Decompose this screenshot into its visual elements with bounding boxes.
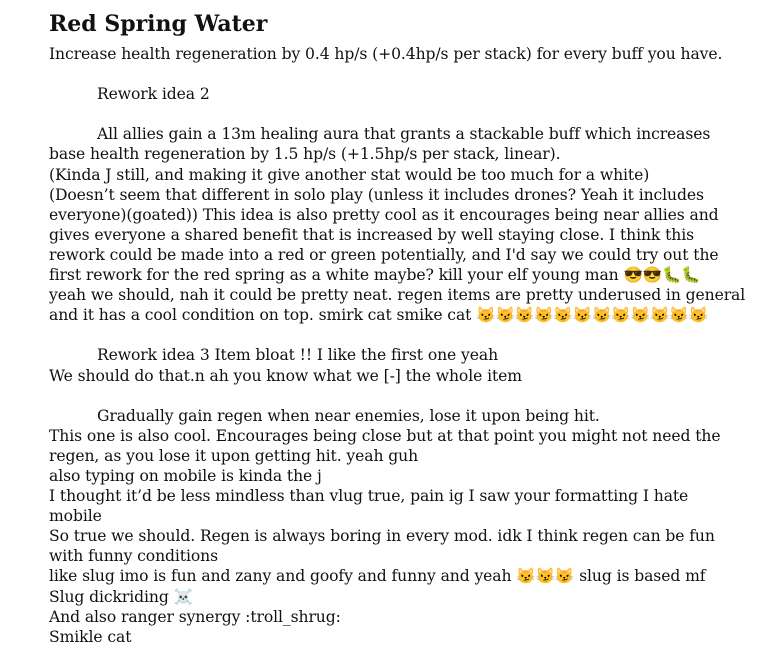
text-line: This one is also cool. Encourages being close but at that point you might not need the (49, 426, 721, 445)
text-line: with funny conditions (49, 547, 218, 566)
text-line: Increase health regeneration by 0.4 hp/s (+0.4hp/s per stack) for every buff you have. (49, 45, 723, 63)
text-line: (Kinda J still, and making it give another stat would be too much for a white) (49, 165, 650, 184)
text-line: mobile (49, 507, 102, 526)
text-line: yeah we should, nah it could be pretty neat. regen items are pretty underused in general (49, 286, 746, 305)
text-line: regen, as you lose it upon getting hit. yeah guh (49, 446, 419, 465)
text-line: base health regeneration by 1.5 hp/s (+1.5hp/s per stack, linear). (49, 145, 561, 164)
text-line: Slug dickriding ☠️ (49, 587, 193, 606)
text-line: We should do that.n ah you know what we [-] the whole item (49, 366, 522, 385)
document-page (49, 8, 749, 647)
text-line: (Doesn’t seem that different in solo play (unless it includes drones? Yeah it includes (49, 185, 704, 204)
text-line: rework could be made into a red or green potentially, and I'd say we could try out the (49, 245, 719, 264)
blank-line (49, 325, 749, 345)
text-line: I thought it’d be less mindless than vlug true, pain ig I saw your formatting I hate (49, 487, 689, 506)
text-line: everyone)(goated)) This idea is also pretty cool as it encourages being near allies and (49, 205, 719, 224)
section-heading: Rework idea 2 (97, 85, 210, 104)
text-line: also typing on mobile is kinda the j (49, 466, 322, 485)
section-heading: Rework idea 3 Item bloat !! I like the first one yeah (97, 346, 499, 365)
blank-line (49, 386, 749, 406)
text-line: first rework for the red spring as a white maybe? kill your elf young man 😎😎🐛🐛 (49, 266, 701, 285)
text-line: Smikle cat (49, 627, 132, 646)
blank-line (49, 104, 749, 124)
text-line: Gradually gain regen when near enemies, lose it upon being hit. (97, 406, 600, 425)
text-line: and it has a cool condition on top. smirk cat smike cat 😼😼😼😼😼😼😼😼😼😼😼😼 (49, 306, 708, 325)
text-line: All allies gain a 13m healing aura that grants a stackable buff which increases (97, 125, 711, 144)
blank-line (49, 64, 749, 84)
text-line: like slug imo is fun and zany and goofy and funny and yeah 😼😼😼 slug is based mf (49, 567, 706, 586)
text-line: gives everyone a shared benefit that is increased by well staying close. I think this (49, 225, 694, 244)
text-line: And also ranger synergy :troll_shrug: (49, 607, 341, 626)
document-title: Red Spring Water (49, 11, 268, 37)
text-line: So true we should. Regen is always boring in every mod. idk I think regen can be fun (49, 527, 715, 546)
